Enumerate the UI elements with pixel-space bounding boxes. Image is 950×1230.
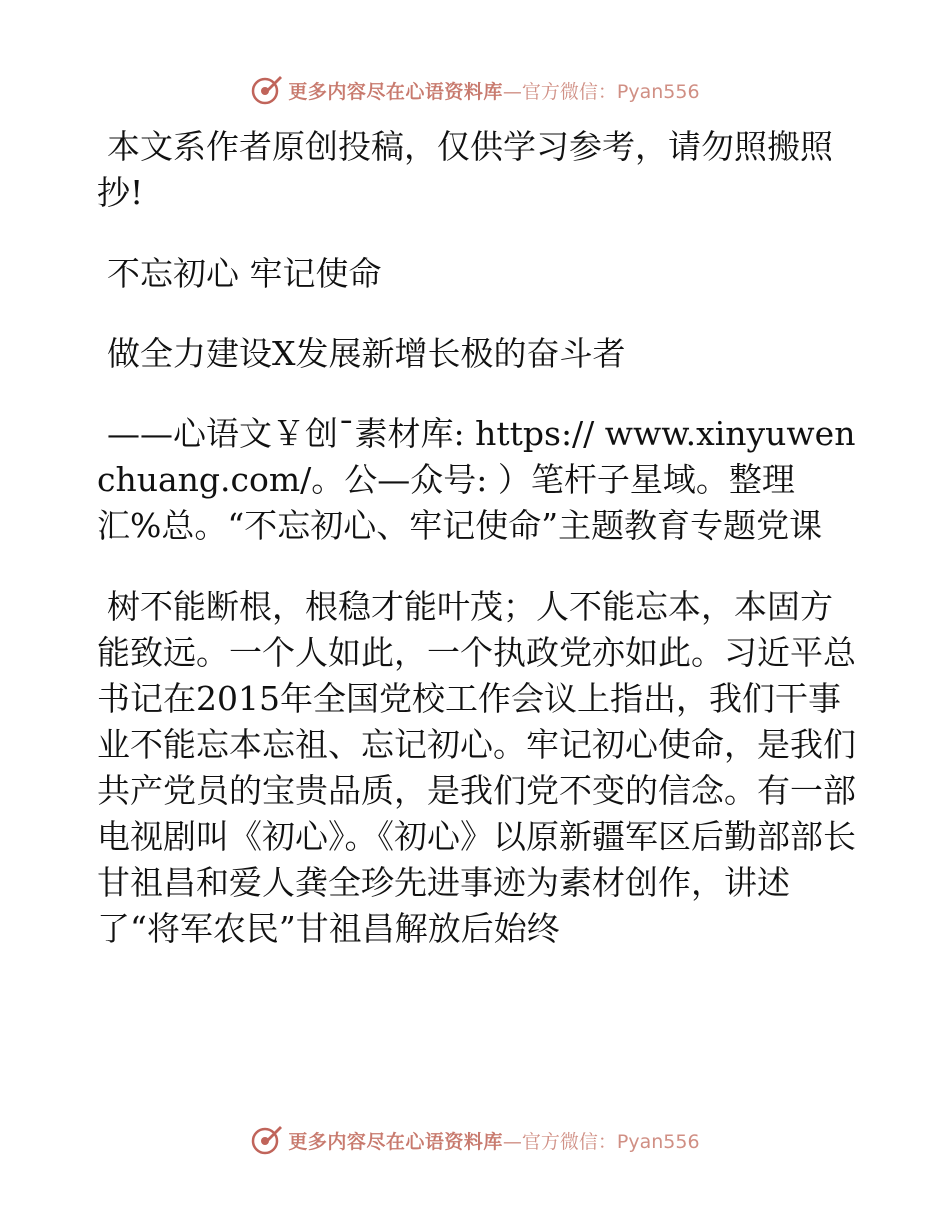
paragraph-body: 树不能断根，根稳才能叶茂；人不能忘本，本固方能致远。一个人如此，一个执政党亦如此。习近平总书记在2015年全国党校工作会议上指出，我们干事业不能忘本忘祖、忘记初心。牢记初心使命，是我们共产党员的宝贵品质，是我们党不变的信念。有一部电视剧叫《初心》。《初心》以原新疆军区后勤部部长甘祖昌和爱人龚全珍先进事迹为素材创作，讲述了“将军农民”甘祖昌解放后始终: [97, 587, 856, 948]
header-brand-text: 更多内容尽在心语资料库: [288, 80, 503, 103]
paragraph-subtitle: 做全力建设X发展新增长极的奋斗者: [107, 334, 626, 373]
paragraph-notice: 本文系作者原创投稿，仅供学习参考，请勿照搬照抄!: [97, 127, 833, 212]
header-official-account: —官方微信：Pyan556: [502, 80, 700, 103]
pen-logo-icon: [250, 73, 284, 107]
pen-logo-icon: [250, 1123, 284, 1157]
header-banner: [0, 70, 950, 110]
footer-brand-text: 更多内容尽在心语资料库: [288, 1130, 503, 1153]
paragraph-title: 不忘初心 牢记使命: [107, 254, 382, 293]
document-body: [97, 124, 857, 987]
footer-banner: [0, 1120, 950, 1160]
paragraph-source: ——心语文￥创¯素材库: https:// www.xinyuwenchuang.com/。公—众号: ）笔杆子星域。整理汇%总。“不忘初心、牢记使命”主题教育专题党课: [97, 414, 856, 545]
footer-official-account: —官方微信：Pyan556: [502, 1130, 700, 1153]
